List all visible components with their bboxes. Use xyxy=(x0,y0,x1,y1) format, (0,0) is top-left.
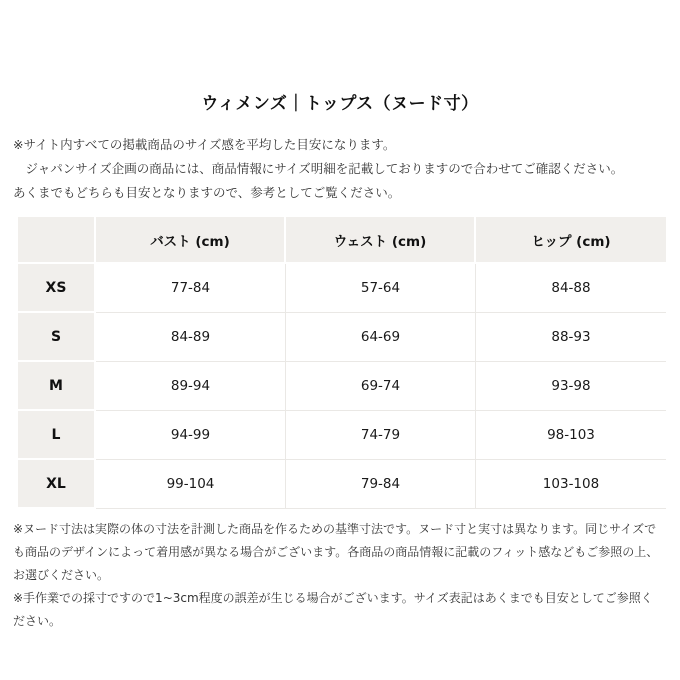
column-header-bust: バスト (cm) xyxy=(96,217,286,264)
page-title: ウィメンズ｜トップス（ヌード寸） xyxy=(201,94,479,114)
table-row xyxy=(18,411,666,460)
column-header-waist: ウェスト (cm) xyxy=(286,217,476,264)
size-label-cell: XL xyxy=(18,460,96,509)
bust-cell: 99-104 xyxy=(96,460,286,509)
table-row xyxy=(18,460,666,509)
intro-note-3: あくまでもどちらも目安となりますので、参考としてご覧ください。 xyxy=(13,185,401,200)
hip-cell: 88-93 xyxy=(476,313,666,362)
size-label-cell: L xyxy=(18,411,96,460)
size-label-cell: S xyxy=(18,313,96,362)
hip-cell: 98-103 xyxy=(476,411,666,460)
footer-notes xyxy=(13,518,664,633)
waist-cell: 64-69 xyxy=(286,313,476,362)
table-row xyxy=(18,313,666,362)
hip-cell: 93-98 xyxy=(476,362,666,411)
waist-cell: 69-74 xyxy=(286,362,476,411)
waist-cell: 74-79 xyxy=(286,411,476,460)
waist-cell: 79-84 xyxy=(286,460,476,509)
size-label-cell: M xyxy=(18,362,96,411)
footnote-2: ※手作業での採寸ですので1~3cm程度の誤差が生じる場合がございます。サイズ表記はあくまでも目安としてご参照ください。 xyxy=(13,591,653,628)
bust-cell: 84-89 xyxy=(96,313,286,362)
size-label-cell: XS xyxy=(18,264,96,313)
hip-cell: 84-88 xyxy=(476,264,666,313)
hip-cell: 103-108 xyxy=(476,460,666,509)
size-chart-table xyxy=(18,217,666,509)
corner-cell xyxy=(18,217,96,264)
footnote-1: ※ヌード寸法は実際の体の寸法を計測した商品を作るための基準寸法です。ヌード寸と実寸は異なります。同じサイズでも商品のデザインによって着用感が異なる場合がございます。各商品の商品情報に記載のフィット感などもご参照の上、お選びください。 xyxy=(13,522,659,582)
intro-note-1: ※サイト内すべての掲載商品のサイズ感を平均した目安になります。 xyxy=(13,137,396,152)
intro-note-2: ジャパンサイズ企画の商品には、商品情報にサイズ明細を記載しておりますので合わせてご確認ください。 xyxy=(13,161,624,176)
intro-notes xyxy=(13,133,666,205)
bust-cell: 77-84 xyxy=(96,264,286,313)
table-row xyxy=(18,362,666,411)
table-header-row xyxy=(18,217,666,264)
bust-cell: 89-94 xyxy=(96,362,286,411)
column-header-hip: ヒップ (cm) xyxy=(476,217,666,264)
waist-cell: 57-64 xyxy=(286,264,476,313)
table-row xyxy=(18,264,666,313)
bust-cell: 94-99 xyxy=(96,411,286,460)
